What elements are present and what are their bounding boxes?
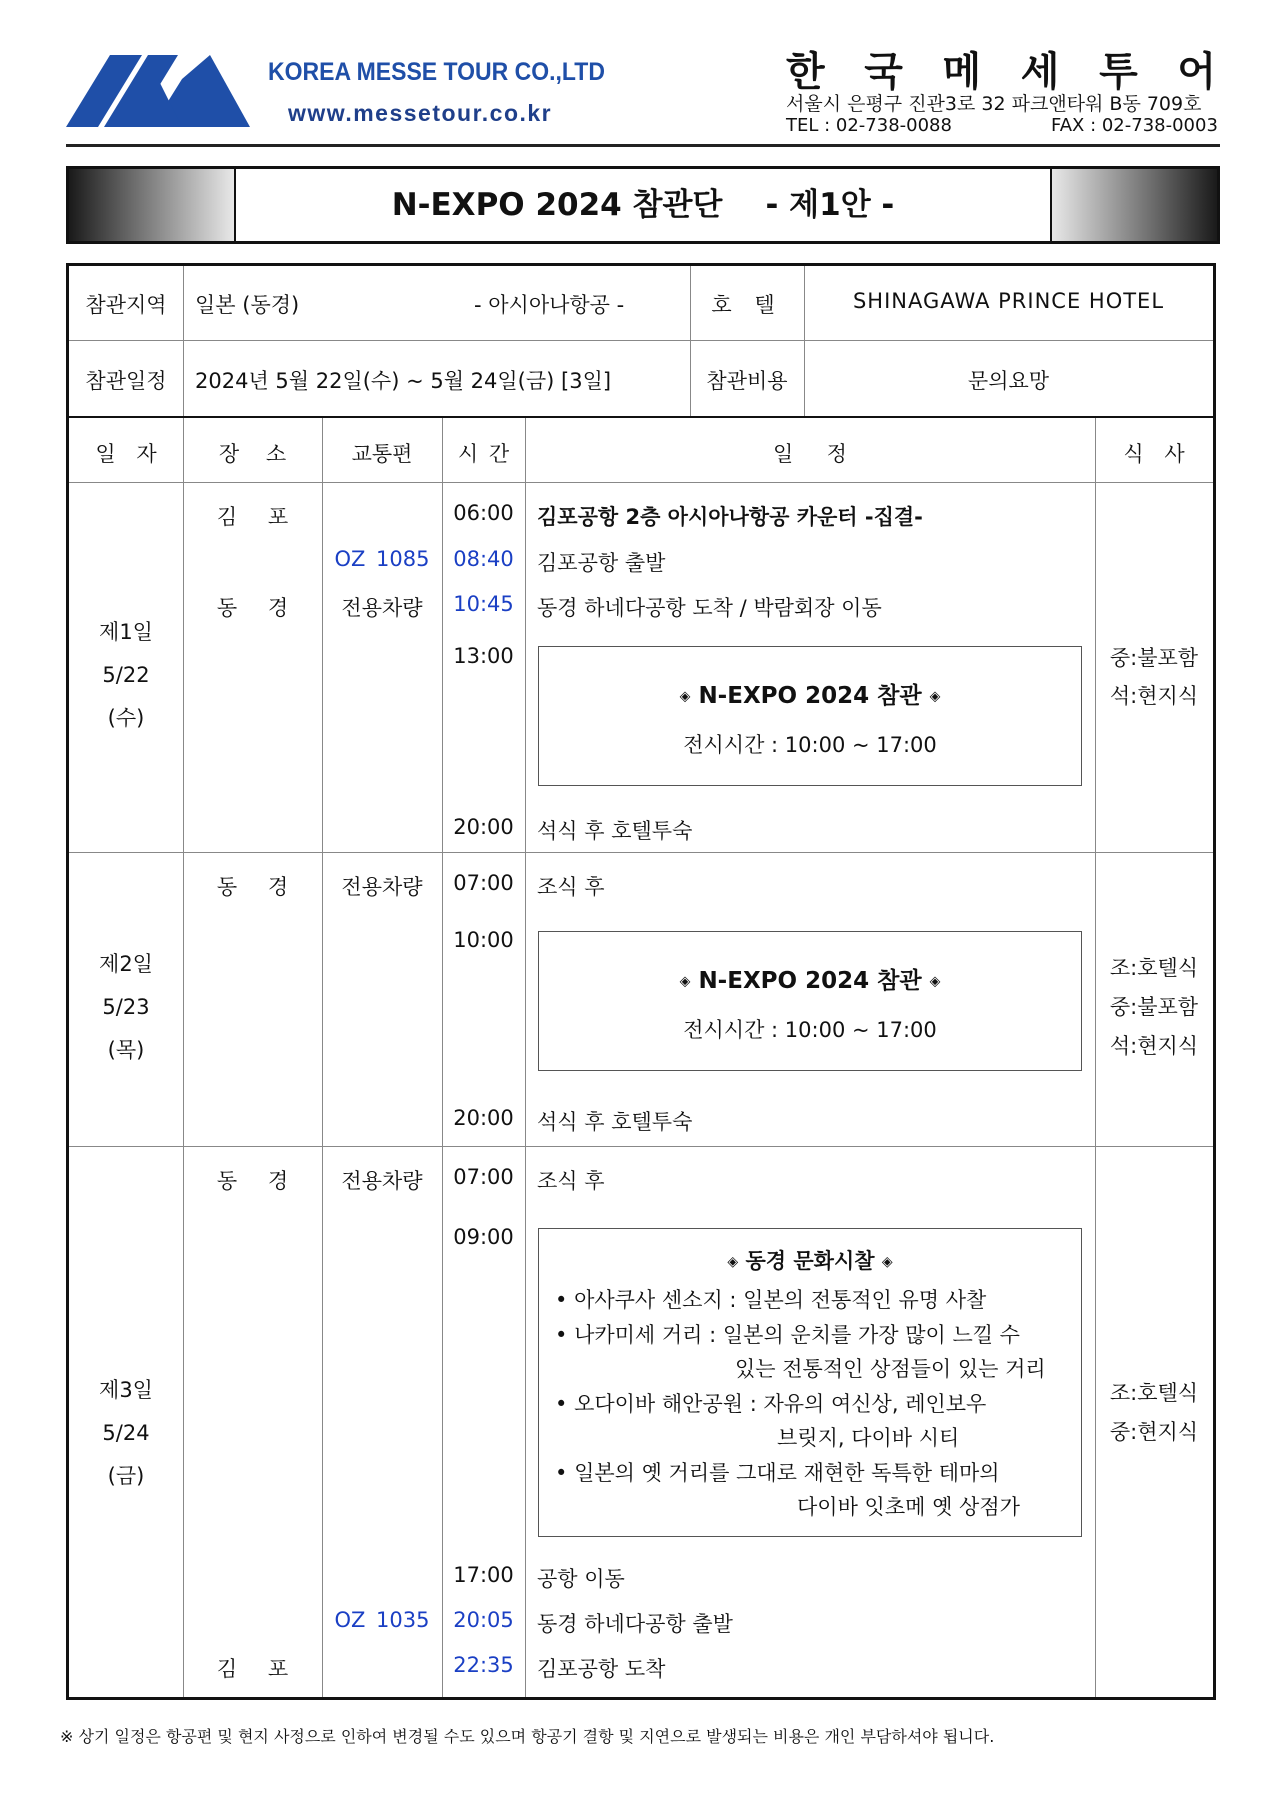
day1-time-2: 08:40 (453, 547, 514, 571)
cost-value: 문의요망 (967, 369, 1050, 393)
day1-time-3: 10:45 (453, 592, 514, 616)
footnote: ※ 상기 일정은 항공편 및 현지 사정으로 인하여 변경될 수도 있으며 항공기 결항 및 지연으로 발생되는 비용은 개인 부담하셔야 됩니다. (60, 1727, 995, 1746)
day3-label: 제3일 5/24 (금) (99, 1378, 153, 1488)
col-transport: 교통편 (351, 442, 413, 466)
day3-item-1: 조식 후 (537, 1169, 605, 1193)
day2-meals: 조:호텔식 중:불포함 석:현지식 (1109, 956, 1199, 1058)
day3-place-2: 김 포 (216, 1657, 289, 1681)
itinerary-table (66, 263, 1216, 1700)
day2-item-2: 석식 후 호텔투숙 (537, 1110, 693, 1134)
day1-time-1: 06:00 (453, 501, 514, 525)
day1-expo-hours: 전시시간 : 10:00 ~ 17:00 (683, 733, 937, 757)
day3-meals: 조:호텔식 중:현지식 (1109, 1381, 1199, 1444)
day2-vehicle: 전용차량 (341, 875, 423, 899)
day3-time-2: 09:00 (453, 1225, 514, 1249)
day3-place-1: 동 경 (216, 1169, 289, 1193)
banner-gradient-left (69, 169, 236, 241)
day1-item-2: 김포공항 출발 (537, 551, 666, 575)
diamond-icon: ◈ (929, 688, 941, 705)
day1-label: 제1일 5/22 (수) (99, 620, 153, 730)
region-label: 참관지역 (85, 293, 167, 317)
day2-expo-title: ◈ N-EXPO 2024 참관 ◈ (679, 968, 941, 994)
region-value: 일본 (동경) (195, 293, 300, 317)
diamond-icon: ◈ (679, 688, 691, 705)
day3-time-3: 17:00 (453, 1563, 514, 1587)
hotel-label: 호 텔 (711, 293, 783, 317)
col-date: 일 자 (95, 442, 157, 466)
day1-flight: OZ 1085 (334, 547, 430, 571)
col-place: 장 소 (218, 442, 287, 466)
diamond-icon: ◈ (727, 1254, 739, 1270)
day1-meals: 중:불포함 석:현지식 (1109, 646, 1199, 708)
banner-gradient-right (1050, 169, 1217, 241)
schedule-value: 2024년 5월 22일(수) ~ 5월 24일(금) [3일] (195, 369, 612, 393)
day1-place-1: 김 포 (216, 505, 289, 529)
day1-item-1: 김포공항 2층 아시아나항공 카운터 -집결- (537, 505, 923, 529)
culture-item-1: • 아사쿠사 센소지 : 일본의 전통적인 유명 사찰 (555, 1288, 987, 1312)
culture-item-3-cont: 브릿지, 다이바 시티 (777, 1426, 960, 1450)
diamond-icon: ◈ (929, 973, 941, 990)
day2-time-3: 20:00 (453, 1106, 514, 1130)
day1-item-4: 석식 후 호텔투숙 (537, 819, 693, 843)
day1-expo-title: ◈ N-EXPO 2024 참관 ◈ (679, 683, 941, 709)
hotel-value: SHINAGAWA PRINCE HOTEL (852, 289, 1165, 313)
day3-time-4: 20:05 (453, 1608, 514, 1632)
day1-vehicle: 전용차량 (341, 596, 423, 620)
day3-item-3: 동경 하네다공항 출발 (537, 1612, 733, 1636)
day3-time-5: 22:35 (453, 1653, 514, 1677)
day1-time-5: 20:00 (453, 815, 514, 839)
col-itinerary: 일 정 (773, 442, 847, 466)
schedule-label: 참관일정 (85, 369, 167, 393)
header-divider (66, 144, 1220, 147)
day1-expo-box (538, 646, 1082, 786)
culture-item-3: • 오다이바 해안공원 : 자유의 여신상, 레인보우 (555, 1392, 987, 1416)
company-address: 서울시 은평구 진관3로 32 파크앤타워 B동 709호 (786, 93, 1202, 115)
day1-time-4: 13:00 (453, 644, 514, 668)
day3-time-1: 07:00 (453, 1165, 514, 1189)
company-name-ko: 한 국 메 세 투 어 (786, 49, 1216, 95)
culture-item-4-cont: 다이바 잇초메 옛 상점가 (797, 1495, 1020, 1519)
company-logo (66, 55, 250, 127)
page-title: N-EXPO 2024 참관단 - 제1안 - (391, 187, 895, 223)
cost-label: 참관비용 (706, 369, 788, 393)
day3-item-2: 공항 이동 (537, 1567, 625, 1591)
day3-culture-title: ◈ 동경 문화시찰 ◈ (727, 1249, 893, 1273)
diamond-icon: ◈ (881, 1254, 893, 1270)
company-name-en: KOREA MESSE TOUR CO.,LTD (268, 58, 605, 86)
day2-expo-box (538, 931, 1082, 1071)
day2-expo-hours: 전시시간 : 10:00 ~ 17:00 (683, 1018, 937, 1042)
col-meal: 식 사 (1123, 442, 1185, 466)
company-fax: FAX : 02-738-0003 (1051, 115, 1218, 136)
company-website: www.messetour.co.kr (288, 100, 553, 126)
culture-item-2-cont: 있는 전통적인 상점들이 있는 거리 (735, 1357, 1046, 1381)
day2-place-1: 동 경 (216, 875, 289, 899)
col-time: 시 간 (457, 442, 510, 466)
day1-place-2: 동 경 (216, 596, 289, 620)
culture-item-4: • 일본의 옛 거리를 그대로 재현한 독특한 테마의 (555, 1461, 1000, 1485)
title-banner (66, 166, 1220, 244)
day3-culture-box (538, 1228, 1082, 1537)
day3-flight: OZ 1035 (334, 1608, 430, 1632)
day2-item-1: 조식 후 (537, 875, 605, 899)
day3-vehicle: 전용차량 (341, 1169, 423, 1193)
diamond-icon: ◈ (679, 973, 691, 990)
day2-label: 제2일 5/23 (목) (99, 952, 153, 1062)
airline-value: - 아시아나항공 - (474, 293, 625, 317)
day3-item-4: 김포공항 도착 (537, 1657, 666, 1681)
culture-item-2: • 나카미세 거리 : 일본의 운치를 가장 많이 느낄 수 (555, 1323, 1020, 1347)
day1-item-3: 동경 하네다공항 도착 / 박람회장 이동 (537, 596, 882, 620)
company-tel: TEL : 02-738-0088 (786, 115, 952, 136)
day2-time-1: 07:00 (453, 871, 514, 895)
day2-time-2: 10:00 (453, 928, 514, 952)
